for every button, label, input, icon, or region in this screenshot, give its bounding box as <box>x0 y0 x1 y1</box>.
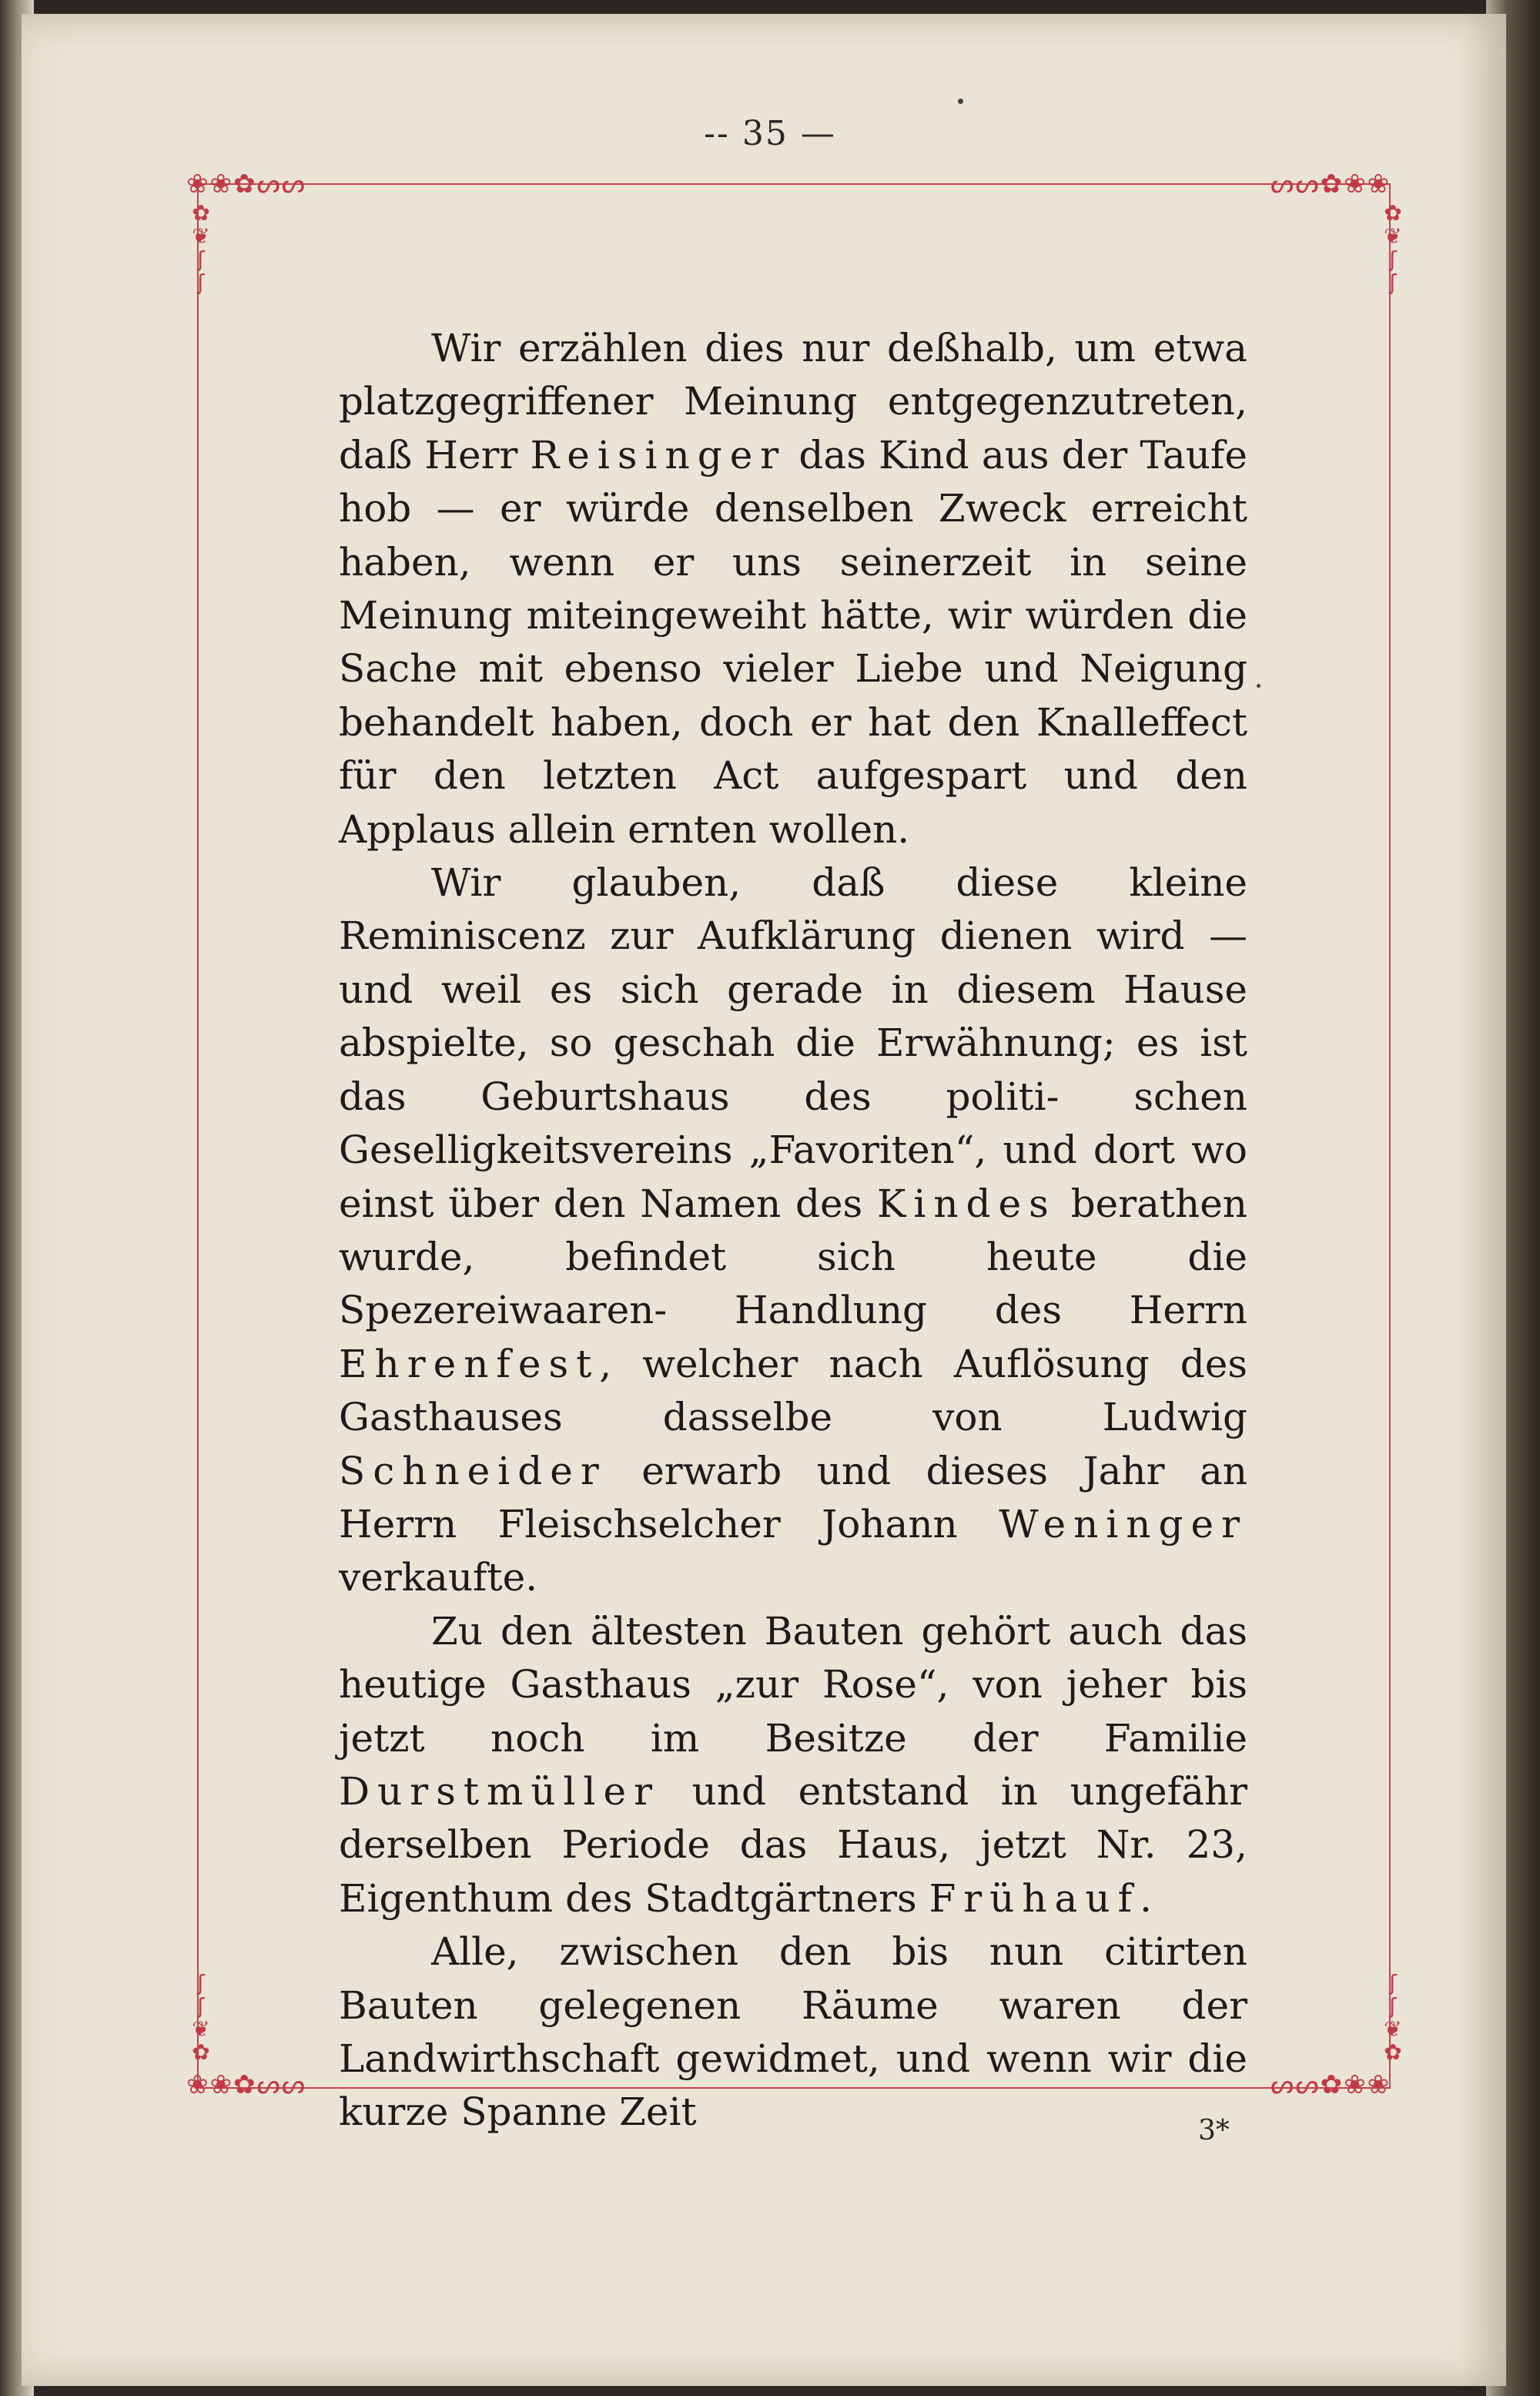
paragraph <box>339 856 1247 1605</box>
page-number: -- 35 — <box>704 114 836 153</box>
body-text <box>339 322 1247 2140</box>
corner-ornament-top-right: ᔕᔕ✿❀❀ <box>1270 169 1391 199</box>
text-segment: das Kind aus der Taufe hob — er würde denselben Zweck erreicht haben, wenn er uns seinerzeit in seine Meinung miteingeweiht hätte, wir würden die Sache mit ebenso vieler Liebe und Neigung behandelt haben, doch er hat den Knalleffect für den letzten Act aufgespart und den Applaus allein ernten wollen. <box>339 432 1247 852</box>
corner-ornament-top-left: ❀❀✿ᔕᔕ <box>186 169 307 199</box>
text-segment: , welcher nach Auflösung des Gasthauses dasselbe von Ludwig <box>339 1341 1247 1440</box>
spaced-name: Weninger <box>999 1501 1247 1547</box>
spaced-name: Durstmüller <box>339 1768 661 1814</box>
vine-ornament-right-bottom-icon: ʃ ʃ ❦ ✿ <box>1384 1970 1402 2065</box>
spaced-name: Frühauf <box>929 1875 1140 1921</box>
vine-ornament-left-bottom-icon: ʃ ʃ ❦ ✿ <box>192 1970 210 2065</box>
text-segment: Alle, zwischen den bis nun citirten Bauten gelegenen Räume waren der Landwirthschaft gewidmet, und wenn wir die kurze Spanne Zeit <box>339 1929 1247 2135</box>
paragraph <box>339 1925 1247 2140</box>
text-segment: . <box>1140 1875 1152 1921</box>
vine-ornament-right-top-icon: ✿ ❦ ʃ ʃ <box>1384 200 1402 295</box>
text-segment: Zu den ältesten Bauten gehört auch das heutige Gasthaus „zur Rose“, von jeher bis jetzt noch im Besitze der Familie <box>339 1608 1247 1761</box>
text-segment: erwarb und dieses Jahr an Herrn Fleischselcher Johann <box>339 1448 1247 1547</box>
spaced-name: Kindes <box>877 1181 1056 1226</box>
signature-mark: 3* <box>1198 2115 1230 2146</box>
text-segment: Wir erzählen dies nur deßhalb, um etwa platzgegriffener Meinung entgegenzutreten, daß Herr <box>339 326 1247 478</box>
text-segment: Wir glauben, daß diese kleine Reminiscenz zur Aufklärung dienen wird — und weil es sich gerade in diesem Hause abspielte, so geschah die Erwähnung; es ist das Geburtshaus des politi- schen Geselligkeitsvereins „Favoriten“, und dort wo einst über den Namen des <box>339 860 1247 1226</box>
spaced-name: Ehrenfest <box>339 1341 600 1386</box>
vine-ornament-left-top-icon: ✿ ❦ ʃ ʃ <box>192 200 210 295</box>
corner-ornament-bottom-right: ᔕᔕ✿❀❀ <box>1270 2069 1391 2100</box>
text-segment: und entstand in ungefähr derselben Periode das Haus, jetzt Nr. 23, Eigenthum des Stadtgärtners <box>339 1768 1247 1921</box>
paper-speck <box>1257 684 1260 688</box>
text-segment: verkaufte. <box>339 1555 538 1600</box>
spaced-name: Reisinger <box>530 432 787 478</box>
paragraph <box>339 1605 1247 1925</box>
corner-ornament-bottom-left: ❀❀✿ᔕᔕ <box>186 2069 307 2100</box>
paragraph <box>339 322 1247 856</box>
text-segment: berathen wurde, befindet sich heute die Spezereiwaaren- Handlung des Herrn <box>339 1181 1247 1333</box>
spaced-name: Schneider <box>339 1448 607 1493</box>
paper-speck <box>958 99 963 104</box>
